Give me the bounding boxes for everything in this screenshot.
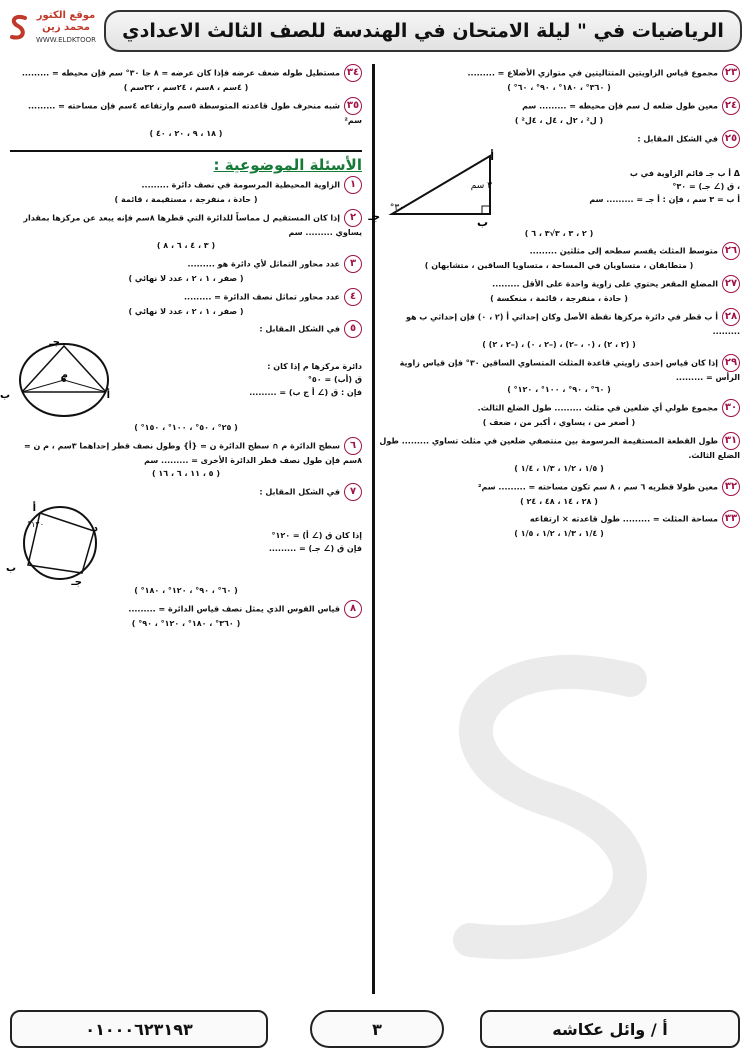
answer-options: ( صفر ، ١ ، ٢ ، عدد لا نهائي ): [128, 306, 244, 316]
question-detail: فإن ق (∠ جـ) = .........: [268, 543, 362, 553]
page-footer: [10, 1006, 740, 1052]
question-number-badge: ١: [344, 176, 362, 194]
question-number-badge: ٢٩: [722, 354, 740, 372]
question-number-badge: ٣٢: [722, 478, 740, 496]
question-text: طول القطعة المستقيمة المرسومة بين منتصفي ضلعين في مثلث تساوي ......... طول الضلع الثالث.: [379, 436, 740, 460]
section-title: الأسئلة الموضوعية :: [213, 156, 362, 175]
answer-options: ( متطابقان ، متساويان في المساحة ، متساويا الساقين ، متشابهان ): [424, 261, 694, 271]
question-item: [10, 600, 362, 631]
column-divider: [372, 64, 375, 994]
question-text: عدد محاور تماثل نصف الدائرة = .........: [184, 292, 340, 302]
question-text: مجموع طولي أي ضلعين في مثلث ......... طول الضلع الثالث.: [477, 403, 718, 413]
svg-text:٣٠°: ٣٠°: [389, 202, 404, 213]
question-text: سطح الدائرة م ∩ سطح الدائرة ن = {أ} وطول نصف قطر إحداهما ٣سم ، م ن = ٨سم فإن طول نصف قطر الدائرة الأخرى = ......... سم: [24, 441, 362, 466]
question-number-badge: ٢٨: [722, 308, 740, 326]
question-number-badge: ٢٥: [722, 130, 740, 148]
question-text-line: [10, 209, 362, 240]
right-column: [368, 64, 740, 996]
site-logo: موقع الكتور محمد زين WWW.ELDKTOOR: [8, 8, 100, 48]
question-item: [368, 130, 740, 241]
answer-options: ( ٣ ، ٤ ، ٦ ، ٨ ): [156, 240, 216, 250]
answer-options: ( ٢٨ ، ١٤ ، ٤٨ ، ٢٤ ): [520, 496, 598, 506]
answer-options: ( (٢ ، ٢) ، (٠ ، –٢) ، (–٢ ، ٠) ، (–٢ ، ٢) ): [482, 339, 636, 349]
question-text: في الشكل المقابل :: [259, 324, 340, 334]
svg-text:ب: ب: [476, 215, 488, 229]
answer-options: ( ٢٥° ، ٥٠° ، ١٠٠° ، ١٥٠° ): [134, 423, 238, 433]
answer-options: ( حادة ، منفرجة ، قائمة ، منعكسة ): [490, 294, 628, 304]
question-text: مساحة المثلث = ......... طول قاعدته × ارتفاعه: [529, 514, 718, 524]
question-text: مستطيل طوله ضعف عرضه فإذا كان عرضه = ٨ جا ٣٠° سم فإن محيطه = .........: [21, 68, 340, 78]
question-item: [378, 354, 740, 398]
answer-options: ( ٦٠° ، ٩٠° ، ١٢٠° ، ١٨٠° ): [134, 585, 238, 595]
question-item: [378, 399, 740, 430]
question-number-badge: ٤: [344, 288, 362, 306]
svg-text:د: د: [92, 522, 98, 534]
answer-options: ( ١/٤ ، ١/٣ ، ١/٢ ، ١/٥ ): [514, 529, 604, 539]
question-text: إذا كان المستقيم ل مماساً للدائرة التي قطرها ٨سم فإنه يبعد عن مركزها بمقدار يساوي ......... سم: [23, 213, 362, 238]
svg-text:أ: أ: [490, 149, 494, 163]
answer-options: ( ١/٥ ، ١/٢ ، ١/٣ ، ١/٤ ): [514, 463, 604, 473]
question-text: إذا كان قياس إحدى زاويتي قاعدة المثلث المتساوي الساقين ٣٠° فإن قياس زاوية الرأس = .........: [399, 358, 740, 382]
question-number-badge: ٢٤: [722, 97, 740, 115]
svg-text:جـ: جـ: [71, 576, 82, 588]
question-text-line: [378, 510, 740, 528]
question-detail: Δ أ ب جـ قائم الزاوية في ب: [629, 169, 740, 179]
phone-number: ٠١٠٠٠٦٢٣١٩٣: [10, 1010, 268, 1048]
question-item: [10, 97, 362, 141]
answer-options: ( ٥ ، ١١ ، ٦ ، ١٦ ): [151, 468, 221, 478]
triangle-diagram: [368, 148, 508, 229]
title-banner: [104, 10, 742, 52]
question-text-line: [10, 483, 362, 501]
question-number-badge: ٣: [344, 255, 362, 273]
question-text-line: [378, 308, 740, 339]
teacher-name: أ / وائل عكاشه: [480, 1010, 740, 1048]
answer-options: ( ٦٠° ، ٩٠° ، ١٠٠° ، ١٢٠° ): [507, 385, 611, 395]
left-top-questions: [10, 64, 362, 140]
svg-text:جـ: جـ: [49, 337, 60, 349]
question-text-line: [378, 64, 740, 82]
question-text: المضلع المقعر يحتوي على زاوية واحدة على الأقل .........: [492, 279, 718, 289]
answer-options: ( حادة ، منفرجة ، مستقيمة ، قائمة ): [114, 195, 258, 205]
question-detail: فإن : ق (∠ أ ج ب) = .........: [249, 387, 362, 397]
question-text-line: [378, 130, 740, 148]
question-number-badge: ٥: [344, 320, 362, 338]
question-text-line: [10, 600, 362, 618]
question-text: مجموع قياس الزاويتين المتتاليتين في متوازي الأضلاع = .........: [467, 68, 718, 78]
question-number-badge: ٢٧: [722, 275, 740, 293]
question-text-line: [378, 399, 740, 417]
question-text: معين طولا قطريه ٦ سم ، ٨ سم تكون مساحته = ......... سم²: [477, 482, 718, 492]
question-text-line: [378, 478, 740, 496]
question-item: [10, 209, 362, 253]
question-text-line: [378, 242, 740, 260]
question-text-line: [378, 354, 740, 385]
svg-text:ب: ب: [0, 390, 10, 402]
answer-options: ( ١٨ ، ٩ ، ٢٠ ، ٤٠ ): [149, 128, 223, 138]
question-item: [378, 308, 740, 352]
svg-text:م: م: [60, 370, 68, 382]
page-number: ٣: [310, 1010, 444, 1048]
circle-figure-7: [5, 501, 110, 588]
question-item: [5, 483, 362, 598]
question-item: [10, 64, 362, 95]
objective-questions: [0, 176, 362, 630]
question-item: [378, 478, 740, 509]
question-number-badge: ٢٦: [722, 242, 740, 260]
question-item: [10, 437, 362, 481]
question-text: متوسط المثلث يقسم سطحه إلى مثلثين .........: [529, 246, 718, 256]
section-divider: [10, 150, 362, 152]
question-text-line: [10, 97, 362, 128]
svg-text:ب: ب: [5, 562, 16, 574]
question-number-badge: ٣٥: [344, 97, 362, 115]
svg-text:أ: أ: [32, 502, 36, 514]
left-column: [0, 64, 362, 996]
page-title: الرياضيات في " ليلة الامتحان في الهندسة للصف الثالث الاعدادي: [122, 20, 724, 42]
question-item: [378, 64, 740, 95]
question-text-line: [10, 320, 362, 338]
question-text-line: [378, 275, 740, 293]
question-text: شبه منحرف طول قاعدته المتوسطة ٥سم وارتفاعه ٤سم فإن مساحته = ......... سم²: [27, 101, 362, 125]
question-number-badge: ٧: [344, 483, 362, 501]
question-text-line: [10, 255, 362, 273]
question-number-badge: ٣٤: [344, 64, 362, 82]
svg-text:٣ سم: ٣ سم: [470, 180, 492, 191]
question-number-badge: ٢: [344, 209, 362, 227]
question-detail: ، ق (∠ جـ) = ٣٠°: [672, 182, 740, 192]
question-item: [10, 176, 362, 207]
page-header: [4, 4, 746, 52]
answer-options: ( أصغر من ، يساوي ، أكبر من ، ضعف ): [482, 418, 636, 428]
circle-figure-5: [0, 337, 120, 422]
question-text: الزاوية المحيطية المرسومة في نصف دائرة .........: [141, 180, 340, 190]
question-item: [378, 97, 740, 128]
question-text-line: [10, 64, 362, 82]
question-text: أ ب قطر في دائرة مركزها نقطة الأصل وكان إحداثي أ (٢ ، ٠) فإن إحداثي ب هو .........: [405, 312, 740, 336]
question-number-badge: ٢٣: [722, 64, 740, 82]
question-item: [378, 510, 740, 541]
answer-options: ( ٣٦٠° ، ١٨٠° ، ٩٠° ، ٦٠° ): [507, 83, 611, 92]
question-detail: دائرة مركزها م إذا كان :: [267, 362, 362, 372]
question-text: في الشكل المقابل :: [259, 487, 340, 497]
answer-options: ( ٢ ، ٣ ، ٣√٣ ، ٦ ): [524, 228, 594, 238]
question-text-line: [378, 97, 740, 115]
cyclic-quad-diagram: [5, 501, 110, 588]
question-item: [10, 255, 362, 286]
svg-text:جـ: جـ: [368, 209, 380, 223]
question-item: [378, 275, 740, 306]
question-detail: إذا كان ق (∠ أ) = ١٢٠°: [271, 530, 362, 540]
right-triangle-figure: [368, 148, 508, 229]
question-text-line: [10, 176, 362, 194]
question-text-line: [10, 288, 362, 306]
question-item: [10, 288, 362, 319]
question-detail: أ ب = ٣ سم ، فإن : أ جـ = ......... سم: [589, 194, 740, 204]
question-number-badge: ٣١: [722, 432, 740, 450]
question-number-badge: ٦: [344, 437, 362, 455]
svg-text:١٢٠°: ١٢٠°: [27, 519, 44, 529]
question-number-badge: ٨: [344, 600, 362, 618]
answer-options: ( ٣٦٠° ، ١٨٠° ، ١٢٠° ، ٩٠° ): [131, 618, 241, 628]
question-item: [378, 432, 740, 476]
question-text-line: [10, 437, 362, 468]
inscribed-angle-diagram: [0, 337, 120, 422]
question-text-line: [378, 432, 740, 463]
question-item: [378, 242, 740, 273]
question-text: عدد محاور التماثل لأي دائرة هو .........: [187, 259, 340, 269]
svg-text:أ: أ: [106, 390, 110, 402]
logo-s-icon: [8, 12, 30, 44]
question-text: في الشكل المقابل :: [637, 134, 718, 144]
answer-options: ( ل² ، ٢ل ، ٤ل ، ٤ل² ): [514, 115, 604, 125]
question-text: معين طول ضلعه ل سم فإن محيطه = ......... سم: [522, 101, 718, 111]
question-detail: ق (أب) = ٥٠°: [307, 374, 362, 384]
question-number-badge: ٣٣: [722, 510, 740, 528]
question-number-badge: ٣٠: [722, 399, 740, 417]
question-item: [0, 320, 362, 435]
answer-options: ( ٤سم ، ٨سم ، ٢٤سم ، ٣٢سم ): [123, 83, 249, 92]
answer-options: ( صفر ، ١ ، ٢ ، عدد لا نهائي ): [128, 273, 244, 283]
question-text: قياس القوس الذي يمثل نصف قياس الدائرة = .........: [128, 604, 340, 614]
